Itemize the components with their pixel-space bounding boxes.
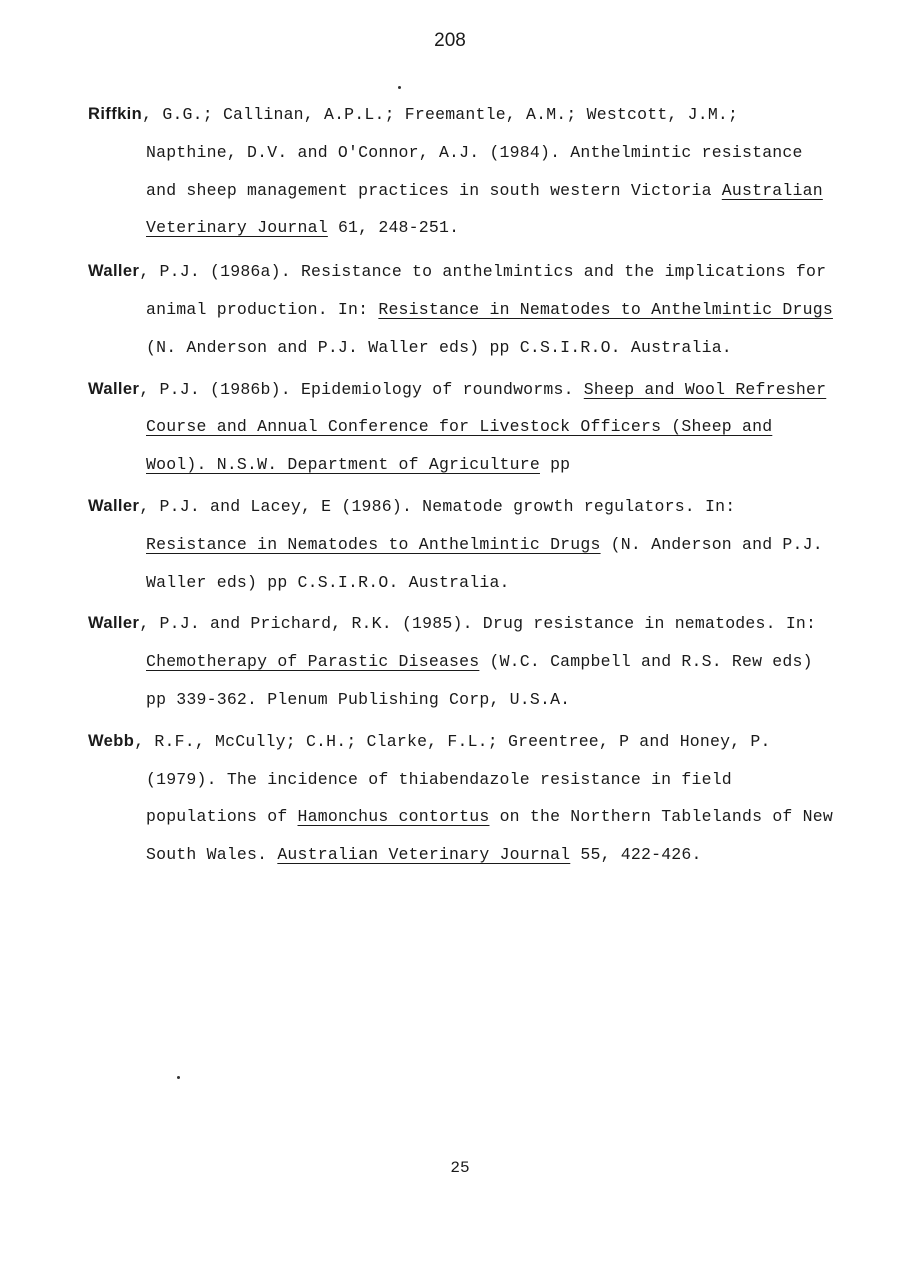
reference-list (88, 96, 838, 874)
reference-entry (88, 253, 838, 366)
reference-title: Hamonchus contortus (297, 807, 490, 827)
reference-entry (88, 488, 838, 601)
reference-text: , P.J. and Lacey, E (1986). Nematode growth regulators. In: (139, 496, 736, 516)
reference-text: , P.J. and Prichard, R.K. (1985). Drug resistance in nematodes. In: (139, 614, 817, 634)
reference-title: Chemotherapy of Parastic Diseases (146, 652, 480, 672)
reference-title: Australian Veterinary Journal (277, 845, 571, 865)
reference-title: Australian Veterinary Journal (146, 180, 823, 238)
reference-text: , P.J. (1986b). Epidemiology of roundworms. (139, 379, 584, 399)
scan-speck (177, 1076, 180, 1079)
reference-author: Waller (88, 379, 140, 398)
reference-author: Waller (88, 614, 140, 633)
reference-text: 55, 422-426. (570, 845, 702, 865)
reference-text: on the Northern Tablelands of New South Wales. (146, 807, 833, 865)
reference-title: Resistance in Nematodes to Anthelmintic Drugs (378, 299, 833, 319)
reference-title: Sheep and Wool Refresher Course and Annual Conference for Livestock Officers (Sheep and Wool). N.S.W. Department of Agriculture (146, 379, 827, 475)
reference-title: Resistance in Nematodes to Anthelmintic Drugs (146, 534, 601, 554)
reference-entry (88, 371, 838, 484)
reference-text: , G.G.; Callinan, A.P.L.; Freemantle, A.M.; Westcott, J.M.; Napthine, D.V. and O'Connor, A.J. (1984). Anthelmintic resistance and sheep management practices in south western Victoria (142, 105, 803, 200)
reference-entry (88, 96, 838, 247)
reference-text: (W.C. Campbell and R.S. Rew eds) pp 339-362. Plenum Publishing Corp, U.S.A. (146, 652, 813, 709)
reference-text: (N. Anderson and P.J. Waller eds) pp C.S.I.R.O. Australia. (146, 534, 823, 592)
reference-entry (88, 605, 838, 718)
reference-text: , P.J. (1986a). Resistance to anthelmintics and the implications for animal production. In: (139, 262, 827, 319)
reference-author: Waller (88, 496, 140, 515)
reference-author: Riffkin (88, 105, 143, 123)
reference-author: Webb (88, 731, 135, 750)
page-number-bottom: 25 (450, 1159, 470, 1177)
reference-text: 61, 248-251. (327, 218, 460, 238)
reference-author: Waller (88, 262, 140, 281)
reference-text: pp (539, 455, 571, 475)
reference-text: , R.F., McCully; C.H.; Clarke, F.L.; Greentree, P and Honey, P. (1979). The incidence of thiabendazole resistance in field populations of (134, 731, 771, 827)
reference-entry (88, 723, 838, 874)
scan-speck (398, 86, 401, 89)
page-number-top: 208 (434, 30, 466, 51)
reference-text: (N. Anderson and P.J. Waller eds) pp C.S.I.R.O. Australia. (146, 337, 732, 357)
